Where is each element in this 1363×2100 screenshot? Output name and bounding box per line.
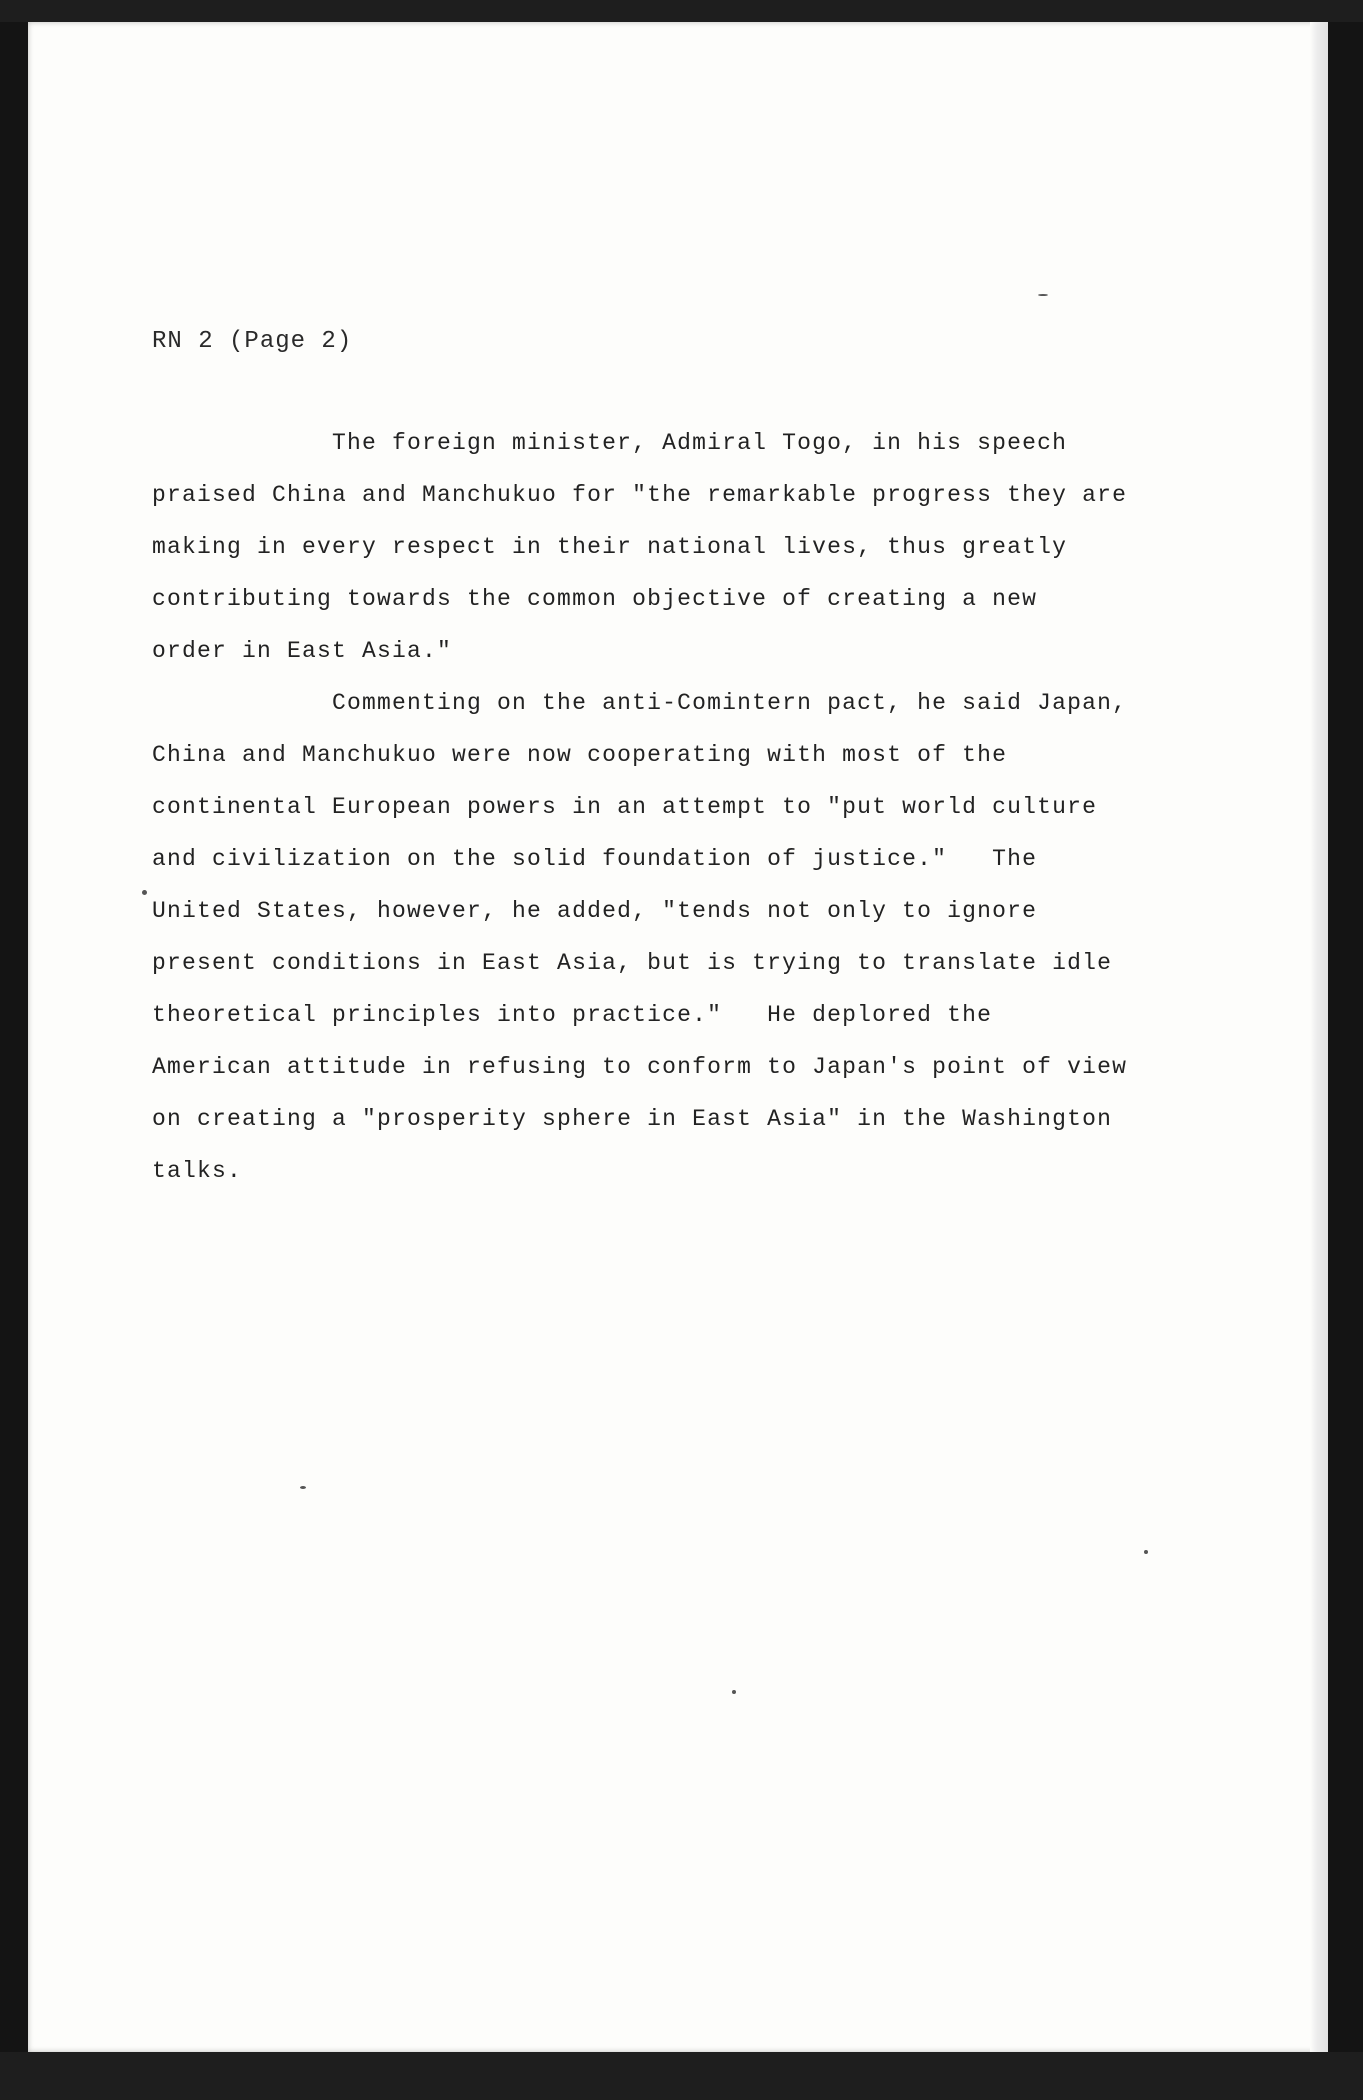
text-line: and civilization on the solid foundation of justice." The — [152, 846, 1038, 872]
text-line: contributing towards the common objective of creating a new — [152, 586, 1038, 612]
speck-mark — [732, 1690, 736, 1694]
text-line: making in every respect in their national lives, thus greatly — [152, 534, 1068, 560]
text-line: talks. — [152, 1158, 243, 1184]
speck-mark — [142, 890, 147, 895]
text-line: order in East Asia." — [152, 638, 453, 664]
text-line: continental European powers in an attempt to "put world culture — [152, 794, 1098, 820]
text-line: The foreign minister, Admiral Togo, in his speech — [152, 430, 1068, 456]
text-line: on creating a "prosperity sphere in East Asia" in the Washington — [152, 1106, 1113, 1132]
film-border-bottom — [0, 2052, 1363, 2100]
text-line: present conditions in East Asia, but is trying to translate idle — [152, 950, 1113, 976]
speck-mark — [1144, 1550, 1148, 1554]
text-line: China and Manchukuo were now cooperating with most of the — [152, 742, 1008, 768]
speck-mark — [300, 1486, 306, 1489]
text-line: American attitude in refusing to conform to Japan's point of view — [152, 1054, 1128, 1080]
text-line: theoretical principles into practice." He deplored the — [152, 1002, 993, 1028]
speck-mark — [1038, 294, 1048, 296]
text-line: praised China and Manchukuo for "the remarkable progress they are — [152, 482, 1128, 508]
text-line: Commenting on the anti-Comintern pact, he said Japan, — [152, 690, 1128, 716]
body-text — [152, 430, 1212, 1210]
film-border-top — [0, 0, 1363, 22]
text-line: United States, however, he added, "tends not only to ignore — [152, 898, 1038, 924]
page-edge — [1310, 22, 1328, 2052]
page-header: RN 2 (Page 2) — [152, 328, 353, 355]
